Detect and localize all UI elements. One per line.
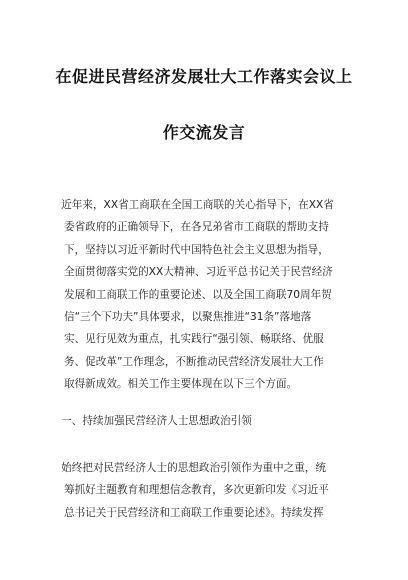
paragraph-line: 务、促改革”工作理念，不断推动民营经济发展壮大工作	[64, 355, 324, 368]
paragraph-line: 总书记关于民营经济和工商联工作重要论述》。持续发挥	[64, 506, 324, 519]
paragraph-line: 发展和工商联工作的重要论述、以及全国工商联70周年贺	[64, 288, 332, 301]
section-heading-1: 一、持续加强民营经济人士思想政治引领	[40, 415, 252, 427]
paragraph-line: 近年来，XX省工商联在全国工商联的关心指导下，在XX省	[40, 199, 334, 211]
paragraph-line: 实、见行见效为重点，扎实践行“强引领、畅联络、优服	[64, 333, 324, 346]
paragraph-line: 信“三个下功夫”具体要求，以聚焦推进“31条”落地落	[64, 310, 312, 323]
paragraph-section-1	[40, 457, 360, 524]
paragraph-line: 委省政府的正确领导下，在各兄弟省市工商联的帮助支持	[64, 221, 329, 234]
paragraph-line: 取得新成效。相关工作主要体现在以下三个方面。	[64, 378, 298, 391]
paragraph-intro	[40, 194, 360, 396]
paragraph-line: 筹抓好主题教育和理想信念教育，多次更新印发《习近平	[64, 484, 329, 497]
paragraph-line: 全面贯彻落实党的XX大精神、习近平总书记关于民营经济	[64, 266, 333, 279]
document-title-line-2: 作交流发言	[162, 123, 246, 142]
document-title-line-1: 在促进民营经济发展壮大工作落实会议上	[55, 67, 353, 86]
paragraph-line: 下，坚持以习近平新时代中国特色社会主义思想为指导，	[64, 243, 329, 256]
paragraph-line: 始终把对民营经济人士的思想政治引领作为重中之重，统	[40, 462, 327, 474]
